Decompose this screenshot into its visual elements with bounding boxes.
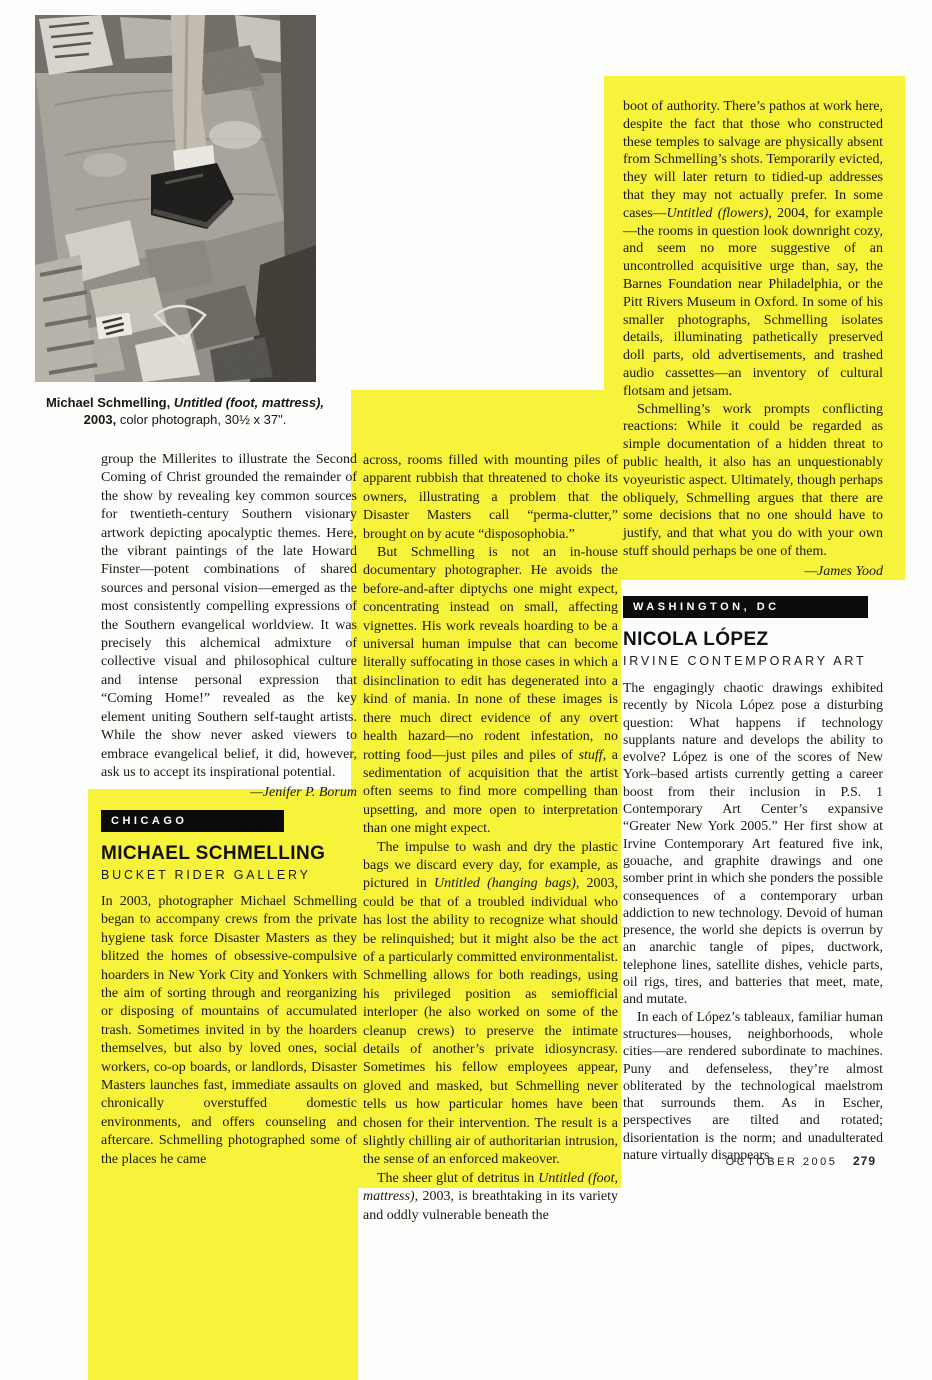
artwork-photo-illustration [35, 15, 316, 382]
section-body [623, 679, 883, 1163]
section-location-bar [101, 810, 284, 832]
section-title: MICHAEL SCHMELLING [101, 843, 326, 864]
review-text [623, 98, 883, 561]
section-location-label: WASHINGTON, DC [633, 601, 780, 613]
review-column-3 [623, 98, 883, 581]
footer-page-number: 279 [852, 1154, 876, 1168]
section-chicago [101, 810, 357, 1169]
photo-caption [18, 394, 352, 428]
caption-line-2: 2003, color photograph, 30½ x 37". [83, 412, 287, 427]
section-location-bar [623, 596, 868, 618]
section-gallery: IRVINE CONTEMPORARY ART [623, 654, 867, 668]
review-text [101, 451, 357, 782]
paragraph: The sheer glut of detritus in Untitled (foot, mattress), 2003, is breathtaking in its variety and oddly vulnerable beneath the [363, 1170, 618, 1223]
paragraph: But Schmelling is not an in-house documentary photographer. He avoids the before-and-after diptychs one might expect, concentrating instead on small, affecting vignettes. His work reveals hoarding to be a universal human impulse that can become literally suffocating in those cases in which a disinclination to edit has degenerated into a kind of mania. In none of these images is there much direct evidence of any overt health hazard—no rodent infestation, no rotting food—just piles and piles of stuff, a sedimentation of acquisition that the artist often seems to find more compelling than upsetting, and more open to interpretation than one might expect. [363, 545, 618, 837]
section-gallery: BUCKET RIDER GALLERY [101, 868, 311, 882]
review-column-1 [101, 451, 357, 803]
footer-issue: OCTOBER 2005 [725, 1156, 838, 1168]
review-byline: —Jenifer P. Borum [250, 785, 357, 801]
caption-line-1: Michael Schmelling, Untitled (foot, mattress), [45, 395, 325, 410]
section-title: NICOLA LÓPEZ [623, 629, 769, 650]
section-location-label: CHICAGO [111, 815, 188, 827]
review-column-2 [363, 452, 618, 1225]
paragraph: group the Millerites to illustrate the Second Coming of Christ grounded the remainder of the show by revealing key common sources for twentieth-century Southern visionary artwork depicting apocalyptic themes. Here, the vibrant paintings of the late Howard Finster—potent combinations of shared sources and personal vision—emerged as the most consistently compelling expressions of the Southern evangelical worldview. It was precisely this alchemical admixture of collective visual and philosophical culture and intense personal expression that “Coming Home!” revealed as the key element uniting Southern self-taught artists. While the show never asked viewers to embrace evangelical belief, it did, however, ask us to accept its inspirational potential. [101, 452, 357, 780]
paragraph: In each of López’s tableaux, familiar human structures—houses, neighborhoods, whole cities—are rendered subordinate to machines. Puny and defenseless, they’re almost obliterated by the technological maelstrom that surrounds them. As in Escher, perspectives are tilted and rotated; disorientation is the norm; and unadulterated nature virtually disappears. [623, 1008, 883, 1163]
paragraph: across, rooms filled with mounting piles of apparent rubbish that threatened to choke its owners, illustrating a problem that the Disaster Masters call “perma-clutter,” brought on by acute “disposophobia.” [363, 453, 618, 542]
paragraph: boot of authority. There’s pathos at work here, despite the fact that those who constructed these temples to salvage are physically absent from Schmelling’s shots. Temporarily evicted, they will later return to tidied-up addresses that they may not actually prefer. In some cases—Untitled (flowers), 2004, for example—the rooms in question look downright cozy, and seem no more suggestive of an uncontrolled acquisitive urge than, say, the Barnes Foundation near Philadelphia, or the Pitt Rivers Museum in Oxford. In some of his smaller photographs, Schmelling isolates details, illuminating pathetically preserved doll parts, old advertisements, and trashed audio cassettes—an inventory of cultural flotsam and jetsam. [623, 99, 884, 399]
paragraph: The impulse to wash and dry the plastic bags we discard every day, for example, as pictured in Untitled (hanging bags), 2003, could be that of a troubled individual who has lost the ability to recognize what should be relinquished; but it might also be the act of a particularly committed environmentalist. Schmelling allows for both readings, using his privileged position as semiofficial interloper (he also worked on some of the cleanup crews) to preserve the intimate details of another’s private idiosyncrasy. Sometimes his fellow employees appear, gloved and masked, but Schmelling never tells us how particular homes have been chosen for their intervention. The result is a slightly chilling air of authoritarian intrusion, the sense of an enforced makeover. [363, 839, 619, 1168]
paragraph: Schmelling’s work prompts conflicting reactions: While it could be regarded as simple documentation of a hidden threat to public health, it also has an unquestionably voyeuristic aspect. Ultimately, though perhaps obliquely, Schmelling argues that there are some decisions that no one should have to justify, and that what you do with your own stuff should perhaps be one of them. [623, 401, 883, 559]
review-byline: —James Yood [804, 563, 883, 579]
page-footer [600, 1154, 876, 1168]
section-body [101, 893, 357, 1169]
review-text [363, 452, 618, 1225]
paragraph: In 2003, photographer Michael Schmelling began to accompany crews from the private hygiene task force Disaster Masters as they blitzed the homes of obsessive-compulsive hoarders in New York City and Yonkers with the aim of sorting through and reorganizing or disposing of mountains of accumulated trash. Sometimes invited in by the hoarders themselves, but also by loved ones, social workers, co-op boards, or landlords, Disaster Masters launches fast, immediate assaults on chronically overstuffed domestic environments, and offers counseling and aftercare. Schmelling photographed some of the places he came [101, 894, 357, 1167]
section-washington-dc [623, 596, 883, 1163]
paragraph: The engagingly chaotic drawings exhibited recently by Nicola López pose a disturbing question: What happens if technology supplants nature and develops the ability to evolve? López is one of the scores of New York–based artists currently getting a career boost from their inclusion in P.S. 1 Contemporary Art Center’s expansive “Greater New York 2005.” Her first show at Irvine Contemporary Art featured five ink, gouache, and graphite drawings and one somber print in which she ponders the possible consequences of a contemporary urban addiction to new technology. Devoid of human presence, the world she depicts is overrun by an anarchic tangle of pipes, ductwork, telephone lines, satellite dishes, vehicle parts, oil rigs, tires, and batteries that meet, mate, and mutate. [623, 680, 883, 1007]
artwork-photo [35, 15, 316, 382]
